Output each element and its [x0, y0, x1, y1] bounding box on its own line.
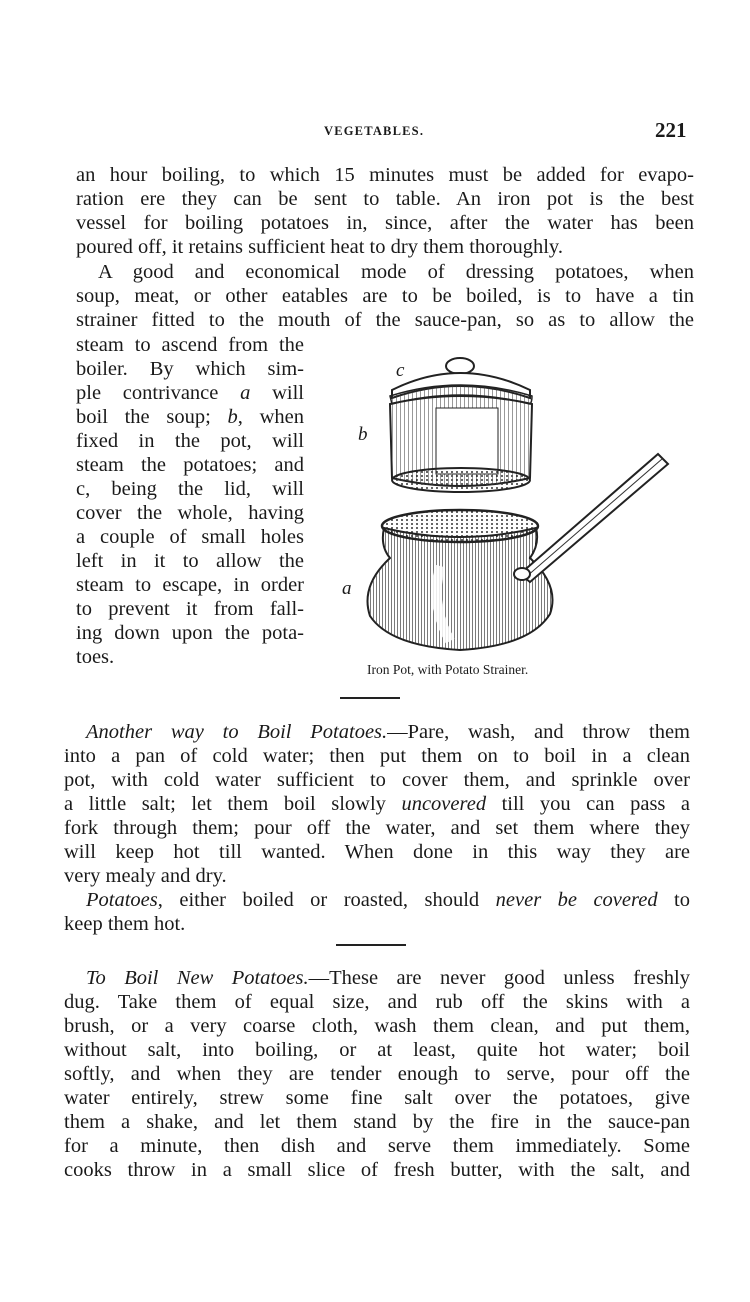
pot-handle — [514, 454, 668, 582]
text-line: into a pan of cold water; then put them on to boil in a clean — [64, 745, 690, 767]
text-line: to prevent it from fall- — [76, 598, 304, 620]
section-title: Another way to Boil Potatoes. — [86, 721, 388, 743]
text-line: ing down upon the pota- — [76, 622, 304, 644]
text-line: keep them hot. — [64, 913, 186, 935]
section-divider — [340, 697, 400, 699]
section-title: To Boil New Potatoes. — [86, 967, 309, 989]
text-line: steam the potatoes; and — [76, 454, 304, 476]
text-line: poured off, it retains sufficient heat to dry them thoroughly. — [76, 236, 563, 258]
text-line: will keep hot till wanted. When done in this way they are — [64, 841, 690, 863]
text-line: them a shake, and let them stand by the fire in the sauce-pan — [64, 1111, 690, 1133]
text-line: To Boil New Potatoes.—These are never good unless freshly — [86, 967, 690, 989]
running-head: VEGETABLES. — [324, 124, 425, 138]
text-line: toes. — [76, 646, 115, 668]
text-line: fork through them; pour off the water, and set them where they — [64, 817, 690, 839]
text-line: vessel for boiling potatoes in, since, after the water has been — [76, 212, 694, 234]
page-header — [0, 118, 750, 144]
text-line: ration ere they can be sent to table. An iron pot is the best — [76, 188, 694, 210]
text-line: steam to ascend from the — [76, 334, 304, 356]
text-line: steam to escape, in order — [76, 574, 304, 596]
figure-caption: Iron Pot, with Potato Strainer. — [367, 662, 529, 677]
text-line: cover the whole, having — [76, 502, 304, 524]
text-line: pot, with cold water sufficient to cover them, and sprinkle over — [64, 769, 690, 791]
text-line: without salt, into boiling, or at least, quite hot water; boil — [64, 1039, 690, 1061]
text-line: a little salt; let them boil slowly uncovered till you can pass a — [64, 793, 691, 815]
text-line: ple contrivance a will — [76, 382, 304, 404]
figure-label-c: c — [396, 360, 405, 381]
text-line: an hour boiling, to which 15 minutes must be added for evapo- — [76, 164, 694, 186]
figure-label-a: a — [342, 578, 352, 599]
text-line: for a minute, then dish and serve them immediately. Some — [64, 1135, 690, 1157]
text-line: strainer fitted to the mouth of the sauce-pan, so as to allow the — [76, 309, 694, 331]
text-line: c, being the lid, will — [76, 478, 304, 500]
text-line: dug. Take them of equal size, and rub off the skins with a — [64, 991, 690, 1013]
text-line: cooks throw in a small slice of fresh butter, with the salt, and — [64, 1159, 690, 1181]
text-line: boiler. By which sim- — [76, 358, 304, 380]
text-line: fixed in the pot, will — [76, 430, 304, 452]
text-line: soup, meat, or other eatables are to be boiled, is to have a tin — [76, 285, 694, 307]
iron-pot-illustration — [340, 346, 680, 662]
text-line: left in it to allow the — [76, 550, 304, 572]
text-line: a couple of small holes — [76, 526, 304, 548]
figure-label-b: b — [358, 424, 368, 445]
section-divider — [336, 944, 406, 946]
text-line: boil the soup; b, when — [76, 406, 305, 428]
text-line: softly, and when they are tender enough to serve, pour off the — [64, 1063, 690, 1085]
text-line: Potatoes, either boiled or roasted, should never be covered to — [86, 889, 690, 911]
text-line: very mealy and dry. — [64, 865, 227, 887]
page-number: 221 — [655, 118, 687, 142]
iron-pot-drawing — [340, 346, 680, 662]
text-line: water entirely, strew some fine salt over the potatoes, give — [64, 1087, 690, 1109]
text-line: Another way to Boil Potatoes.—Pare, wash, and throw them — [86, 721, 690, 743]
text-line: brush, or a very coarse cloth, wash them clean, and put them, — [64, 1015, 690, 1037]
text-line: A good and economical mode of dressing potatoes, when — [98, 261, 694, 283]
strainer-b — [390, 396, 532, 492]
